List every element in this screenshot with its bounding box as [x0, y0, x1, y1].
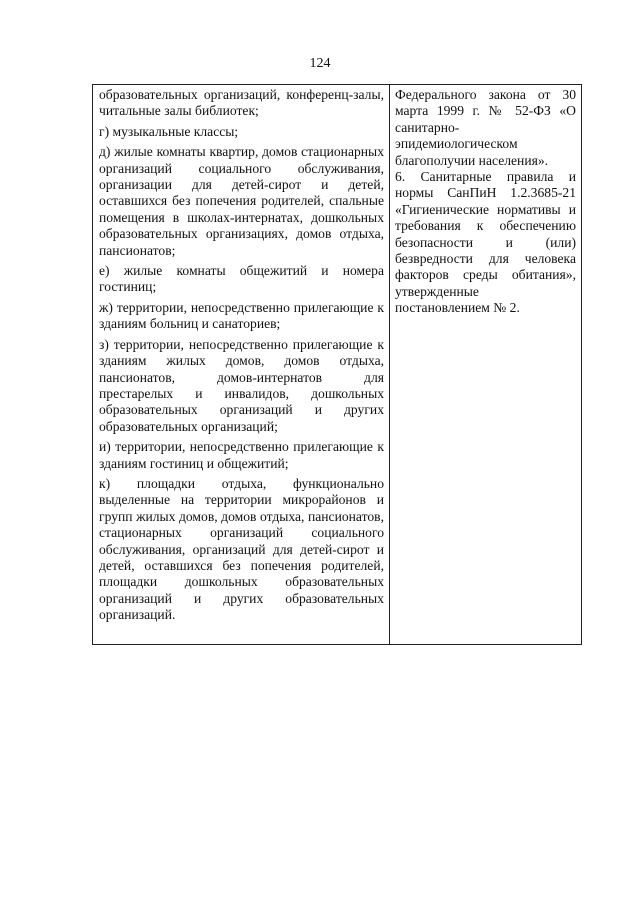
- table-paragraph: к) площадки отдыха, функционально выделенные на территории микрорайонов и групп жилых домов, домов отдыха, пансионатов, стационарных организаций социального обслуживания, организаций для детей-сирот и детей, оставшихся без попечения родителей, площадки дошкольных образовательных организаций и других образовательных организаций.: [99, 475, 384, 623]
- regulation-table: [92, 84, 582, 645]
- table-paragraph: д) жилые комнаты квартир, домов стационарных организаций социального обслуживания, организации для детей-сирот и детей, оставшихся без попечения родителей, спальные помещения в школах-интернатах, дошкольных образовательных организациях, домов отдыха, пансионатов;: [99, 144, 384, 258]
- table-paragraph: е) жилые комнаты общежитий и номера гостиниц;: [99, 263, 384, 295]
- table-column-premises: [93, 85, 390, 644]
- table-paragraph: образовательных организаций, конференц-залы, читальные залы библиотек;: [99, 87, 384, 119]
- page-number: 124: [309, 56, 331, 71]
- table-paragraph: з) территории, непосредственно прилегающие к зданиям жилых домов, домов отдыха, пансионатов, домов-интернатов для престарелых и инвалидов, дошкольных образовательных организаций и других образовательных организаций;: [99, 336, 384, 434]
- table-paragraph: ж) территории, непосредственно прилегающие к зданиям больниц и санаториев;: [99, 299, 384, 332]
- table-paragraph: Федерального закона от 30 марта 1999 г. № 52-ФЗ «О санитарно-эпидемиологическом благополучии населения».: [395, 87, 576, 168]
- table-column-legal-basis: [390, 85, 581, 644]
- table-paragraph: и) территории, непосредственно прилегающие к зданиям гостиниц и общежитий;: [99, 439, 384, 471]
- table-paragraph: 6. Санитарные правила и нормы СанПиН 1.2.3685-21 «Гигиенические нормативы и требования к обеспечению безопасности и (или) безвредности для человека факторов среды обитания», утвержденные постановлением № 2.: [395, 169, 576, 316]
- table-paragraph: г) музыкальные классы;: [99, 123, 239, 139]
